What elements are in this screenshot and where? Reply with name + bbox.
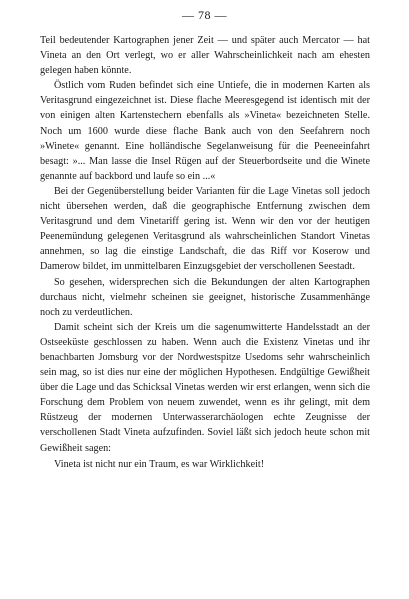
paragraph-5: Damit scheint sich der Kreis um die sagenumwitterte Handelsstadt an der Ostseeküste geschlossen zu haben. Wenn auch die Existenz Vinetas und ihr benachbarten Jomsburg vor der Nordwestspitze Usedoms sehr wahrscheinlich sein mag, so ist dies nur eine der möglichen Hypothesen. Endgültige Gewißheit über die Lage und das Schicksal Vinetas werden wir erst erlangen, wenn sich die Forschung dem Problem von neuem zuwendet, wenn es ihr gelingt, mit dem Rüstzeug der modernen Unterwasserarchäologen echte Zeugnisse der verschollenen Stadt Vineta aufzufinden. Soviel läßt sich jedoch heute schon mit Gewißheit sagen: xyxy=(40,321,370,454)
paragraph-4: So gesehen, widersprechen sich die Bekundungen der alten Kartographen durchaus nicht, vielmehr scheinen sie geeignet, historische Zusammenhänge noch zu verdeutlichen. xyxy=(40,276,370,318)
paragraph-1: Teil bedeutender Kartographen jener Zeit — und später auch Mercator — hat Vineta an den Ort verlegt, wo er aller Wahrscheinlichkeit nach am ehesten gelegen haben könnte. xyxy=(40,35,370,77)
body-text xyxy=(40,33,370,472)
paragraph-6: Vineta ist nicht nur ein Traum, es war Wirklichkeit! xyxy=(54,458,265,470)
page-number: — 78 — xyxy=(182,8,227,22)
paragraph-2: Östlich vom Ruden befindet sich eine Untiefe, die in modernen Karten als Veritasgrund eingezeichnet ist. Diese flache Meeresgegend ist identisch mit der von einigen alten Kartenstechern ebenfalls als »Vineta« bezeichneten Stelle. Noch um 1600 wurde diese flache Bank auch von den Seefahrern noch »Winete« genannt. Eine holländische Segelanweisung für die Peeneeinfahrt besagt: »... Man lasse die Insel Rügen auf der Steuerbordseite und die Winete genannte auf backbord und laufe so ein ...« xyxy=(40,80,370,182)
paragraph-3: Bei der Gegenüberstellung beider Varianten für die Lage Vinetas soll jedoch nicht übersehen werden, daß die geographische Entfernung zwischen dem Veritasgrund und dem Vinetariff gering ist. Wenn wir den vor der heutigen Peenemündung gelegenen Veritasgrund als wahrscheinlichen Standort Vinetas annehmen, so lag die einstige Landschaft, die das Riff vor Koserow und Damerow bildet, im unmittelbaren Einzugsgebiet der verschollenen Seestadt. xyxy=(40,185,370,273)
